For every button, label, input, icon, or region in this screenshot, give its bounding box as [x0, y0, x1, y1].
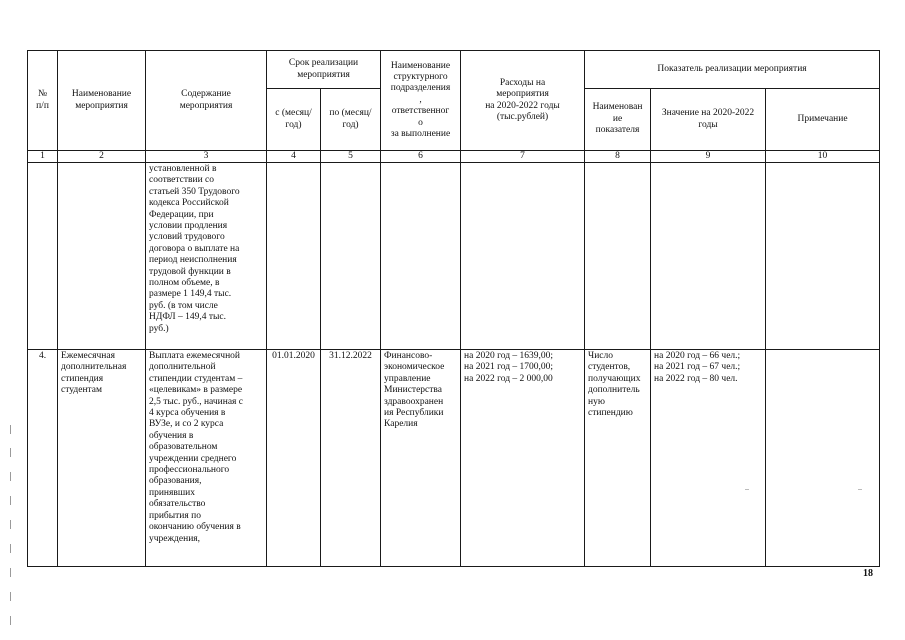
page-number: 18 [863, 568, 873, 579]
column-number-row [28, 151, 880, 163]
header-responsible-unit: Наименование структурного подразделения , ответственног о за выполнение [381, 51, 461, 151]
header-indicator-value: Значение на 2020-2022 годы [651, 89, 766, 151]
row-number [28, 163, 58, 350]
scan-margin-mark [10, 425, 11, 434]
header-row-top [28, 51, 880, 89]
row-term-from [267, 163, 321, 350]
header-activity-name: Наименование мероприятия [58, 51, 146, 151]
header-activity-content: Содержание мероприятия [146, 51, 267, 151]
row-indicator-value [651, 163, 766, 350]
header-note: Примечание [766, 89, 880, 151]
scan-margin-mark [10, 520, 11, 529]
row-activity-name: Ежемесячная дополнительная стипендия студентам [58, 350, 146, 567]
scan-margin-mark [10, 472, 11, 481]
column-number: 4 [267, 151, 321, 163]
activities-table [27, 50, 880, 567]
row-note [766, 163, 880, 350]
row-activity-content: Выплата ежемесячной дополнительной стипендии студентам – «целевикам» в размере 2,5 тыс. руб., начиная с 4 курса обучения в ВУЗе, и со 2 курса обучения в образовательном учреждении среднего профессионального образования, принявших обязательство прибытия по окончанию обучения в учреждения, [146, 350, 267, 567]
scan-margin-mark [10, 592, 11, 601]
column-number: 3 [146, 151, 267, 163]
row-term-to: 31.12.2022 [321, 350, 381, 567]
column-number: 6 [381, 151, 461, 163]
scan-margin-mark [10, 544, 11, 553]
row-expenses [461, 163, 585, 350]
row-indicator-name [585, 163, 651, 350]
row-note [766, 350, 880, 567]
header-indicator: Показатель реализации мероприятия [585, 51, 880, 89]
table-row [28, 350, 880, 567]
scan-margin-mark [10, 616, 11, 625]
scan-margin-mark [10, 496, 11, 505]
header-indicator-name: Наименован ие показателя [585, 89, 651, 151]
scan-margin-mark [10, 568, 11, 577]
row-number: 4. [28, 350, 58, 567]
row-indicator-value: на 2020 год – 66 чел.; на 2021 год – 67 чел.; на 2022 год – 80 чел. [651, 350, 766, 567]
scan-speck [745, 489, 749, 490]
header-expenses: Расходы на мероприятия на 2020-2022 годы (тыс.рублей) [461, 51, 585, 151]
scan-margin-mark [10, 448, 11, 457]
row-term-from: 01.01.2020 [267, 350, 321, 567]
row-activity-content: установленной в соответствии со статьей 350 Трудового кодекса Российской Федерации, при условии продления условий трудового договора о выплате на период неисполнения трудовой функции в полном объеме, в размере 1 149,4 тыс. руб. (в том числе НДФЛ – 149,4 тыс. руб.) [146, 163, 267, 350]
column-number: 8 [585, 151, 651, 163]
row-responsible-unit [381, 163, 461, 350]
scan-speck [858, 489, 862, 490]
column-number: 9 [651, 151, 766, 163]
row-term-to [321, 163, 381, 350]
header-num: № п/п [28, 51, 58, 151]
column-number: 2 [58, 151, 146, 163]
row-expenses: на 2020 год – 1639,00; на 2021 год – 1700,00; на 2022 год – 2 000,00 [461, 350, 585, 567]
row-responsible-unit: Финансово- экономическое управление Министерства здравоохранен ия Республики Карелия [381, 350, 461, 567]
table-row [28, 163, 880, 350]
header-term: Срок реализации мероприятия [267, 51, 381, 89]
column-number: 1 [28, 151, 58, 163]
column-number: 10 [766, 151, 880, 163]
header-term-to: по (месяц/ год) [321, 89, 381, 151]
row-indicator-name: Число студентов, получающих дополнитель ную стипендию [585, 350, 651, 567]
row-activity-name [58, 163, 146, 350]
column-number: 7 [461, 151, 585, 163]
header-term-from: с (месяц/ год) [267, 89, 321, 151]
column-number: 5 [321, 151, 381, 163]
